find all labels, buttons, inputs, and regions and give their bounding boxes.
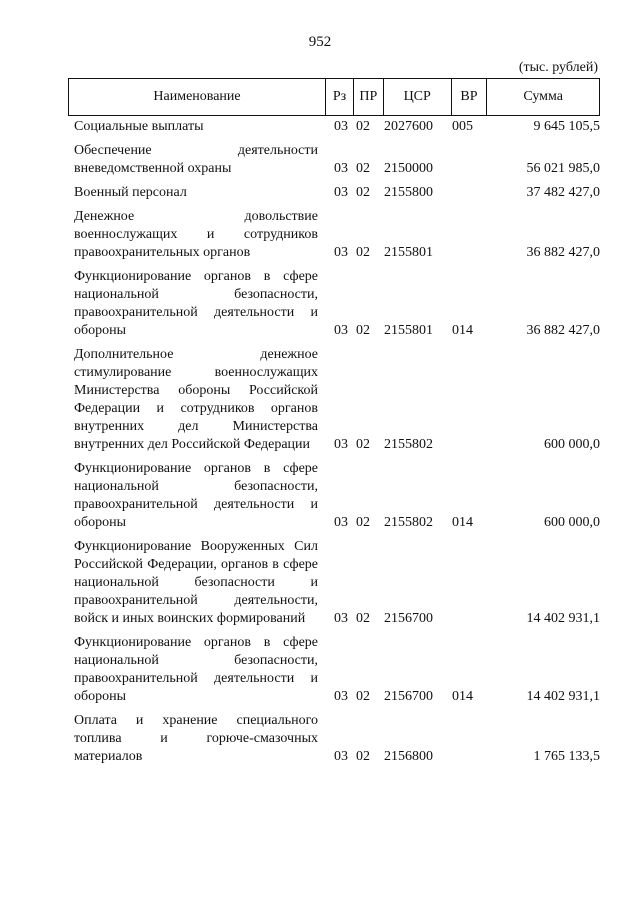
row-rz: 03 xyxy=(334,245,348,260)
row-rz: 03 xyxy=(334,185,348,200)
row-csr: 2155801 xyxy=(384,323,433,338)
row-sum: 600 000,0 xyxy=(544,515,600,530)
row-name: Военный персонал xyxy=(74,185,187,200)
row-sum: 36 882 427,0 xyxy=(526,323,600,338)
table-row xyxy=(68,142,600,178)
header-sum: Сумма xyxy=(523,89,564,104)
row-vr: 005 xyxy=(452,119,473,134)
row-name: Социальные выплаты xyxy=(74,119,204,134)
row-pr: 02 xyxy=(356,245,370,260)
row-pr: 02 xyxy=(356,161,370,176)
row-name: Функционирование органов в сфере национальной безопасности, правоохранительной деятельности и обороны xyxy=(74,461,318,530)
row-csr: 2155800 xyxy=(384,185,433,200)
row-pr: 02 xyxy=(356,689,370,704)
row-name: Функционирование органов в сфере национальной безопасности, правоохранительной деятельности и обороны xyxy=(74,269,318,338)
table-row xyxy=(68,460,600,532)
row-name: Дополнительное денежное стимулирование военнослужащих Министерства обороны Российской Федерации и сотрудников органов внутренних дел Министерства внутренних дел Российской Федерации xyxy=(74,347,318,452)
header-vr: ВР xyxy=(452,79,488,115)
row-csr: 2155801 xyxy=(384,245,433,260)
row-csr: 2156700 xyxy=(384,689,433,704)
row-rz: 03 xyxy=(334,515,348,530)
table-row xyxy=(68,634,600,706)
row-sum: 9 645 105,5 xyxy=(533,119,600,134)
row-pr: 02 xyxy=(356,185,370,200)
row-sum: 1 765 133,5 xyxy=(533,749,600,764)
row-sum: 36 882 427,0 xyxy=(526,245,600,260)
row-pr: 02 xyxy=(356,323,370,338)
row-sum: 600 000,0 xyxy=(544,437,600,452)
row-pr: 02 xyxy=(356,437,370,452)
row-sum: 37 482 427,0 xyxy=(526,185,600,200)
row-csr: 2156800 xyxy=(384,749,433,764)
row-rz: 03 xyxy=(334,437,348,452)
units-label: (тыс. рублей) xyxy=(518,60,598,75)
row-sum: 56 021 985,0 xyxy=(526,161,600,176)
row-csr: 2155802 xyxy=(384,515,433,530)
row-rz: 03 xyxy=(334,323,348,338)
row-vr: 014 xyxy=(452,689,473,704)
header-pr: ПР xyxy=(354,79,384,115)
row-rz: 03 xyxy=(334,611,348,626)
row-pr: 02 xyxy=(356,611,370,626)
row-sum: 14 402 931,1 xyxy=(526,611,600,626)
table-row xyxy=(68,184,600,202)
row-pr: 02 xyxy=(356,119,370,134)
header-name: Наименование xyxy=(69,79,326,115)
page-number: 952 xyxy=(308,34,332,50)
table-row xyxy=(68,268,600,340)
row-csr: 2150000 xyxy=(384,161,433,176)
row-name: Денежное довольствие военнослужащих и сотрудников правоохранительных органов xyxy=(74,209,318,260)
table-row xyxy=(68,118,600,136)
row-vr: 014 xyxy=(452,515,473,530)
row-name: Функционирование Вооруженных Сил Российской Федерации, органов в сфере национальной безопасности и правоохранительной деятельности, войск и иных воинских формирований xyxy=(74,539,318,626)
row-csr: 2155802 xyxy=(384,437,433,452)
table-row xyxy=(68,712,600,766)
row-rz: 03 xyxy=(334,749,348,764)
row-rz: 03 xyxy=(334,689,348,704)
header-csr: ЦСР xyxy=(384,79,452,115)
table-header xyxy=(68,78,600,116)
row-name: Обеспечение деятельности вневедомственной охраны xyxy=(74,143,318,176)
table-body xyxy=(68,118,600,772)
header-rz: Рз xyxy=(326,79,354,115)
row-sum: 14 402 931,1 xyxy=(526,689,600,704)
table-row xyxy=(68,208,600,262)
row-name: Оплата и хранение специального топлива и горюче-смазочных материалов xyxy=(74,713,318,764)
row-rz: 03 xyxy=(334,161,348,176)
row-name: Функционирование органов в сфере национальной безопасности, правоохранительной деятельности и обороны xyxy=(74,635,318,704)
row-rz: 03 xyxy=(334,119,348,134)
row-csr: 2027600 xyxy=(384,119,433,134)
row-pr: 02 xyxy=(356,515,370,530)
table-row xyxy=(68,346,600,454)
table-row xyxy=(68,538,600,628)
row-csr: 2156700 xyxy=(384,611,433,626)
row-pr: 02 xyxy=(356,749,370,764)
row-vr: 014 xyxy=(452,323,473,338)
